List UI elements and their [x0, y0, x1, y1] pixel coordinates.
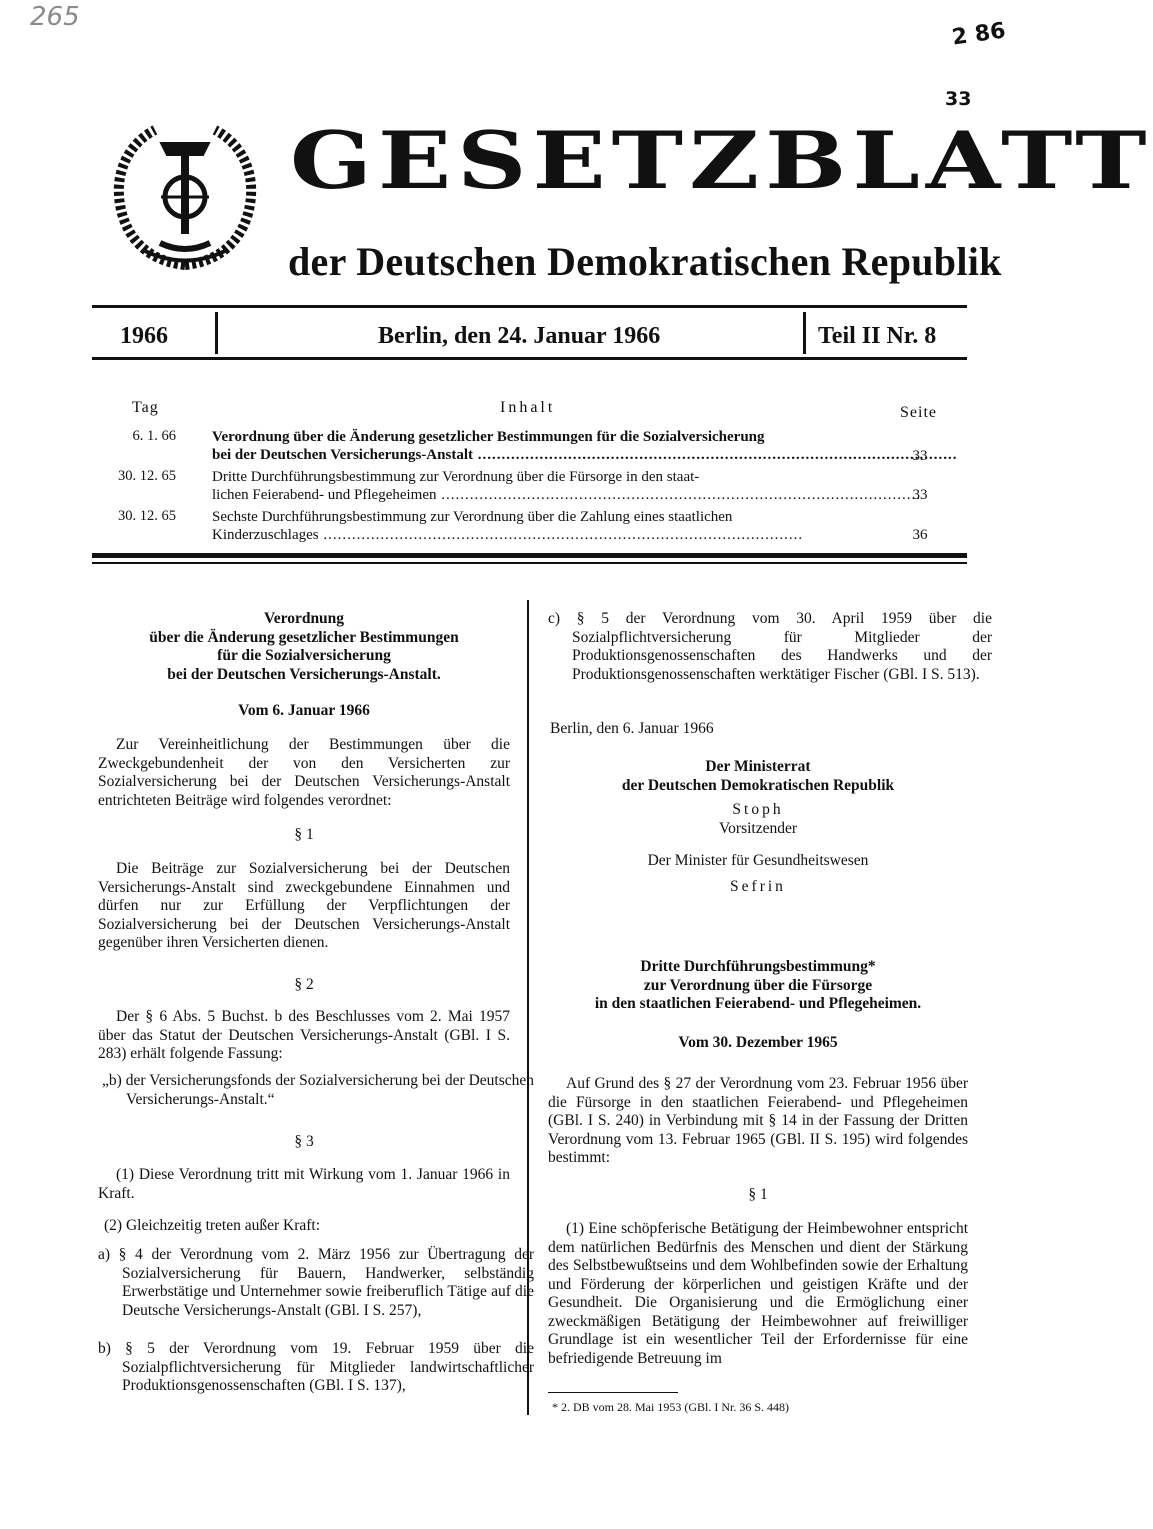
header-divider — [215, 312, 218, 354]
toc-entry-line: bei der Deutschen Versicherungs-Anstalt ..... — [212, 446, 862, 464]
ordinance-title-line: über die Änderung gesetzlicher Bestimmungen — [149, 628, 459, 646]
page-number: 33 — [945, 88, 972, 110]
signatory-title: Vorsitzender — [718, 820, 798, 837]
footnote-rule — [548, 1392, 678, 1393]
toc-entry-page: 33 — [912, 448, 928, 464]
toc-entry-line: lichen Feierabend- und Pflegeheimen ..... — [212, 486, 862, 504]
pencil-annotation: 265 — [30, 2, 80, 32]
toc-entry-date: 30. 12. 65 — [118, 468, 176, 484]
regulation-preamble: Auf Grund des § 27 der Verordnung vom 23. Februar 1956 über die Fürsorge in den staatlichen Feierabend- und Pflegeheimen (GBl. I S. 240) in Verbindung mit § 14 in der Fassung der Dritten Verordnung vom 13. Februar 1965 (GBl. II S. 195) wird folgendes bestimmt: — [548, 1075, 968, 1166]
signatory-line: Der Ministerrat — [705, 758, 811, 775]
ordinance-date: Vom 6. Januar 1966 — [238, 702, 370, 719]
issue-part-number: Teil II Nr. 8 — [818, 323, 937, 349]
footnote: * 2. DB vom 28. Mai 1953 (GBl. I Nr. 36 S. 448) — [552, 1400, 789, 1414]
ordinance-preamble: Zur Vereinheitlichung der Bestimmungen über die Zweckgebundenheit der von den Versicherten zur Sozialversicherung bei der Deutschen Versicherungs-Anstalt entrichteten Beiträge wird folgendes verordnet: — [98, 736, 510, 809]
toc-col-inhalt: Inhalt — [500, 399, 556, 416]
toc-rule — [92, 562, 967, 564]
header-rule-bottom — [92, 357, 967, 360]
toc-entry-page: 36 — [912, 527, 928, 543]
regulation-title-line: zur Verordnung über die Fürsorge — [643, 976, 873, 994]
issue-date: Berlin, den 24. Januar 1966 — [378, 323, 661, 349]
signatory-line: der Deutschen Demokratischen Republik — [621, 776, 895, 794]
section-text: Der § 6 Abs. 5 Buchst. b des Beschlusses vom 2. Mai 1957 über das Statut der Deutschen Versicherungs-Anstalt (GBl. I S. 283) erhält folgende Fassung: — [98, 1008, 510, 1062]
section-heading: § 3 — [294, 1133, 314, 1150]
signatory-council — [548, 758, 968, 795]
signatory-name: Stoph — [732, 801, 784, 818]
toc-col-tag: Tag — [132, 399, 159, 416]
signing-place-date: Berlin, den 6. Januar 1966 — [550, 720, 714, 737]
stamp-annotation: 2 86 — [950, 18, 1008, 51]
masthead-subtitle: der Deutschen Demokratischen Republik — [288, 239, 1002, 284]
regulation-title-line: Dritte Durchführungsbestimmung* — [640, 958, 876, 975]
list-item: b) § 5 der Verordnung vom 19. Februar 1959 über die Sozialpflichtversicherung für Mitglieder landwirtschaftlicher Produktionsgenossenschaften (GBl. I S. 137), — [98, 1340, 534, 1394]
toc-entry-line: Sechste Durchführungsbestimmung zur Verordnung über die Zahlung eines staatlichen — [212, 509, 733, 525]
regulation-date: Vom 30. Dezember 1965 — [678, 1034, 838, 1051]
regulation-title — [548, 958, 968, 1014]
section-text: (1) Diese Verordnung tritt mit Wirkung vom 1. Januar 1966 in Kraft. — [98, 1166, 510, 1202]
ordinance-title-line: Verordnung — [263, 610, 345, 627]
issue-year: 1966 — [120, 323, 168, 349]
section-heading: § 1 — [294, 826, 314, 843]
header-rule-top — [92, 305, 967, 308]
section-heading: § 1 — [748, 1186, 768, 1203]
signatory-title: Der Minister für Gesundheitswesen — [647, 852, 869, 869]
section-text: (2) Gleichzeitig treten außer Kraft: — [104, 1217, 321, 1234]
toc-entry-line: Dritte Durchführungsbestimmung zur Verordnung über die Fürsorge in den staat- — [212, 469, 700, 485]
list-item: c) § 5 der Verordnung vom 30. April 1959 über die Sozialpflichtversicherung für Mitglieder der Produktionsgenossenschaften des Handwerks und der Produktionsgenossenschaften werktätiger Fischer (GBl. I S. 513). — [548, 610, 992, 683]
section-quote: „b) der Versicherungsfonds der Sozialversicherung bei der Deutschen Versicherungs-Anstalt.“ — [102, 1072, 534, 1108]
toc-entry-line: Kinderzuschlages ..... — [212, 526, 862, 544]
toc-entry-date: 6. 1. 66 — [132, 428, 176, 444]
masthead-title: GESETZBLATT — [290, 114, 1153, 207]
ordinance-title — [98, 610, 510, 684]
toc-rule — [92, 553, 967, 558]
ddr-emblem-icon — [105, 115, 265, 275]
section-heading: § 2 — [294, 976, 314, 993]
toc-col-seite: Seite — [900, 404, 937, 421]
ordinance-title-line: für die Sozialversicherung — [217, 647, 391, 664]
section-text: Die Beiträge zur Sozialversicherung bei der Deutschen Versicherungs-Anstalt sind zweckgebundene Einnahmen und dürfen nur zur Erfüllung der Verpflichtungen der Sozialversicherung bei der Deutschen Versicherungs-Anstalt gegenüber ihren Versicherten dienen. — [98, 860, 510, 951]
toc-entry-page: 33 — [912, 487, 928, 503]
signatory-name: Sefrin — [730, 878, 786, 895]
regulation-title-line: in den staatlichen Feierabend- und Pflegeheimen. — [594, 995, 922, 1012]
toc-entry-date: 30. 12. 65 — [118, 508, 176, 524]
list-item: a) § 4 der Verordnung vom 2. März 1956 zur Übertragung der Sozialversicherung für Bauern, Handwerker, selbständig Erwerbstätige und Unternehmer sowie freiberuflich Tätige auf die Deutsche Versicherungs-Anstalt (GBl. I S. 257), — [98, 1246, 534, 1319]
header-divider — [803, 312, 806, 354]
toc-entry-line: Verordnung über die Änderung gesetzlicher Bestimmungen für die Sozialversicherung — [212, 429, 765, 445]
section-text: (1) Eine schöpferische Betätigung der Heimbewohner entspricht dem natürlichen Bedürfnis des Menschen und dient der Stärkung des Selbstbewußtseins und dem Wohlbefinden sowie der Erhaltung und Förderung der körperlichen und geistigen Kräfte und der Gesundheit. Die Organisierung und die Ermöglichung einer zweckmäßigen Betätigung der Heimbewohner auf freiwilliger Grundlage ist ein wesentlicher Teil der Erfordernisse für eine befriedigende Betreuung im — [548, 1220, 968, 1367]
ordinance-title-line: bei der Deutschen Versicherungs-Anstalt. — [167, 665, 441, 683]
